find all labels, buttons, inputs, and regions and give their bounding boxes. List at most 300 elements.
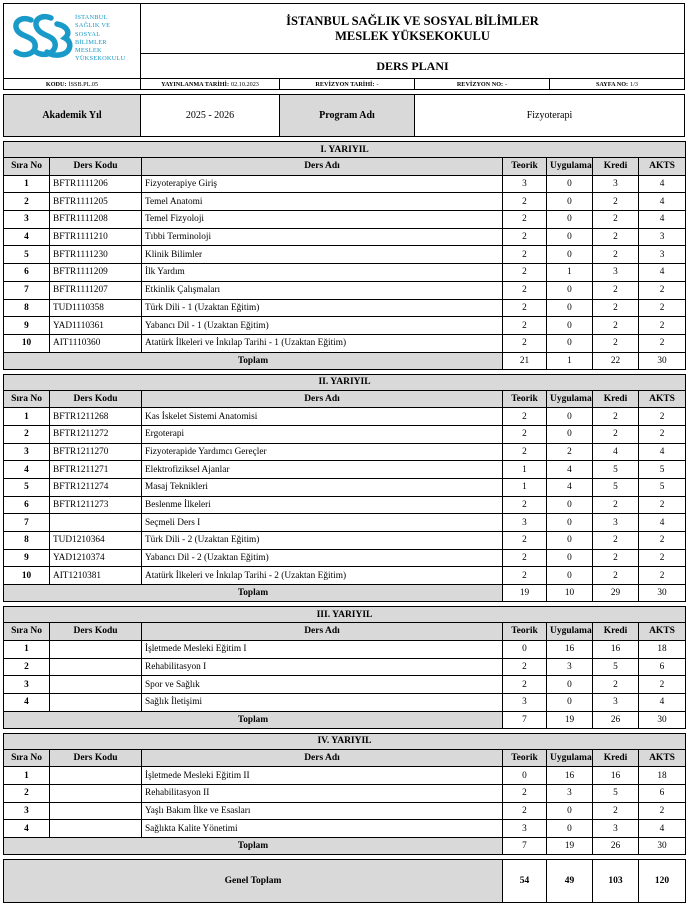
- cell-uygulama: 3: [547, 784, 593, 802]
- cell-sira-no: 4: [4, 461, 50, 479]
- cell-uygulama: 0: [547, 193, 593, 211]
- meta-revision-no: REVİZYON NO: -: [415, 79, 550, 89]
- total-kredi: 22: [593, 352, 639, 369]
- column-header-ders-adi: Ders Adı: [142, 749, 503, 767]
- cell-kredi: 2: [593, 549, 639, 567]
- table-row: [4, 767, 686, 785]
- column-header-sira-no: Sıra No: [4, 390, 50, 408]
- cell-sira-no: 2: [4, 425, 50, 443]
- cell-uygulama: 0: [547, 802, 593, 820]
- cell-uygulama: 0: [547, 514, 593, 532]
- semester-section: [3, 374, 685, 603]
- table-row: [4, 496, 686, 514]
- grand-total-row: [4, 860, 686, 903]
- cell-uygulama: 1: [547, 264, 593, 282]
- cell-uygulama: 0: [547, 549, 593, 567]
- table-row: [4, 408, 686, 426]
- cell-uygulama: 0: [547, 211, 593, 229]
- cell-teorik: 3: [503, 820, 547, 838]
- academic-year-value: 2025 - 2026: [141, 95, 280, 136]
- cell-ders-kodu: TUD1110358: [50, 299, 142, 317]
- cell-sira-no: 7: [4, 514, 50, 532]
- cell-ders-adi: Rehabilitasyon II: [142, 784, 503, 802]
- cell-teorik: 2: [503, 228, 547, 246]
- semester-total-row: [4, 585, 686, 602]
- cell-teorik: 2: [503, 443, 547, 461]
- cell-kredi: 5: [593, 461, 639, 479]
- table-row: [4, 299, 686, 317]
- total-label: Toplam: [4, 585, 503, 602]
- cell-akts: 2: [639, 567, 686, 585]
- cell-kredi: 3: [593, 820, 639, 838]
- cell-ders-kodu: [50, 802, 142, 820]
- cell-sira-no: 6: [4, 496, 50, 514]
- column-header-kredi: Kredi: [593, 158, 639, 176]
- cell-kredi: 3: [593, 264, 639, 282]
- cell-ders-adi: Elektrofiziksel Ajanlar: [142, 461, 503, 479]
- cell-ders-kodu: [50, 693, 142, 711]
- cell-ders-adi: Ergoterapi: [142, 425, 503, 443]
- cell-teorik: 3: [503, 693, 547, 711]
- academic-info-row: [3, 94, 685, 137]
- semester-tables: [3, 141, 685, 855]
- column-header-teorik: Teorik: [503, 390, 547, 408]
- cell-ders-adi: Klinik Bilimler: [142, 246, 503, 264]
- semester-title: II. YARIYIL: [4, 374, 686, 390]
- cell-uygulama: 0: [547, 317, 593, 335]
- column-header-uygulama: Uygulama: [547, 749, 593, 767]
- column-header-sira-no: Sıra No: [4, 623, 50, 641]
- table-row: [4, 658, 686, 676]
- institution-logo-icon: [7, 6, 77, 76]
- cell-ders-kodu: BFTR1111207: [50, 281, 142, 299]
- cell-akts: 4: [639, 693, 686, 711]
- column-header-row: [4, 623, 686, 641]
- total-uygulama: 19: [547, 711, 593, 728]
- grand-total-akts: 120: [639, 860, 686, 903]
- column-header-kredi: Kredi: [593, 390, 639, 408]
- cell-sira-no: 6: [4, 264, 50, 282]
- cell-sira-no: 7: [4, 281, 50, 299]
- grand-total-uygulama: 49: [547, 860, 593, 903]
- semester-total-row: [4, 838, 686, 855]
- column-header-row: [4, 390, 686, 408]
- cell-teorik: 2: [503, 549, 547, 567]
- total-kredi: 29: [593, 585, 639, 602]
- cell-kredi: 3: [593, 175, 639, 193]
- cell-uygulama: 16: [547, 640, 593, 658]
- cell-ders-kodu: [50, 784, 142, 802]
- cell-kredi: 2: [593, 317, 639, 335]
- semester-title-row: [4, 607, 686, 623]
- cell-uygulama: 2: [547, 443, 593, 461]
- cell-sira-no: 1: [4, 408, 50, 426]
- column-header-uygulama: Uygulama: [547, 390, 593, 408]
- cell-uygulama: 0: [547, 567, 593, 585]
- semester-title: I. YARIYIL: [4, 142, 686, 158]
- meta-page-no: SAYFA NO: 1/3: [595, 80, 639, 88]
- cell-teorik: 1: [503, 479, 547, 497]
- total-akts: 30: [639, 585, 686, 602]
- cell-sira-no: 2: [4, 193, 50, 211]
- column-header-akts: AKTS: [639, 623, 686, 641]
- table-row: [4, 246, 686, 264]
- cell-uygulama: 0: [547, 496, 593, 514]
- semester-title: III. YARIYIL: [4, 607, 686, 623]
- column-header-ders-kodu: Ders Kodu: [50, 623, 142, 641]
- document-title: DERS PLANI: [376, 58, 449, 73]
- table-row: [4, 567, 686, 585]
- cell-akts: 2: [639, 317, 686, 335]
- semester-section: [3, 606, 685, 728]
- cell-teorik: 2: [503, 676, 547, 694]
- column-header-uygulama: Uygulama: [547, 158, 593, 176]
- program-name-label: Program Adı: [280, 95, 415, 136]
- cell-ders-kodu: BFTR1111206: [50, 175, 142, 193]
- cell-uygulama: 0: [547, 693, 593, 711]
- logo-text: İSTANBUL SAĞLIK VE SOSYAL BİLİMLER MESLEK YÜKSEKOKULU: [75, 14, 126, 63]
- column-header-sira-no: Sıra No: [4, 749, 50, 767]
- table-row: [4, 784, 686, 802]
- cell-sira-no: 4: [4, 693, 50, 711]
- semester-title-row: [4, 374, 686, 390]
- cell-uygulama: 0: [547, 820, 593, 838]
- semester-section: [3, 141, 685, 370]
- cell-ders-adi: Fizyoterapide Yardımcı Gereçler: [142, 443, 503, 461]
- cell-teorik: 2: [503, 334, 547, 352]
- cell-kredi: 2: [593, 425, 639, 443]
- cell-akts: 2: [639, 281, 686, 299]
- table-row: [4, 443, 686, 461]
- cell-ders-kodu: AIT1110360: [50, 334, 142, 352]
- table-row: [4, 820, 686, 838]
- cell-teorik: 0: [503, 640, 547, 658]
- cell-kredi: 16: [593, 767, 639, 785]
- cell-akts: 4: [639, 820, 686, 838]
- grand-total-kredi: 103: [593, 860, 639, 903]
- column-header-akts: AKTS: [639, 390, 686, 408]
- table-row: [4, 228, 686, 246]
- cell-ders-adi: Sağlıkta Kalite Yönetimi: [142, 820, 503, 838]
- cell-teorik: 2: [503, 211, 547, 229]
- cell-akts: 2: [639, 496, 686, 514]
- cell-ders-kodu: BFTR1211274: [50, 479, 142, 497]
- column-header-ders-kodu: Ders Kodu: [50, 749, 142, 767]
- cell-akts: 2: [639, 334, 686, 352]
- cell-uygulama: 0: [547, 175, 593, 193]
- total-akts: 30: [639, 711, 686, 728]
- cell-ders-adi: Yabancı Dil - 2 (Uzaktan Eğitim): [142, 549, 503, 567]
- cell-akts: 2: [639, 425, 686, 443]
- cell-kredi: 4: [593, 443, 639, 461]
- cell-ders-kodu: AIT1210381: [50, 567, 142, 585]
- cell-ders-kodu: BFTR1111205: [50, 193, 142, 211]
- cell-kredi: 5: [593, 479, 639, 497]
- cell-akts: 2: [639, 299, 686, 317]
- total-uygulama: 10: [547, 585, 593, 602]
- cell-teorik: 2: [503, 246, 547, 264]
- cell-ders-adi: Etkinlik Çalışmaları: [142, 281, 503, 299]
- cell-kredi: 5: [593, 658, 639, 676]
- meta-revision-date: REVİZYON TARİHİ: -: [280, 79, 415, 89]
- cell-sira-no: 9: [4, 317, 50, 335]
- total-label: Toplam: [4, 838, 503, 855]
- cell-teorik: 2: [503, 264, 547, 282]
- logo-cell: [4, 4, 141, 78]
- total-akts: 30: [639, 352, 686, 369]
- cell-teorik: 2: [503, 567, 547, 585]
- table-row: [4, 317, 686, 335]
- cell-ders-kodu: [50, 820, 142, 838]
- cell-ders-adi: Sağlık İletişimi: [142, 693, 503, 711]
- cell-akts: 2: [639, 549, 686, 567]
- cell-teorik: 3: [503, 514, 547, 532]
- cell-sira-no: 2: [4, 658, 50, 676]
- cell-kredi: 2: [593, 228, 639, 246]
- cell-ders-kodu: [50, 676, 142, 694]
- cell-kredi: 2: [593, 281, 639, 299]
- column-header-akts: AKTS: [639, 158, 686, 176]
- column-header-uygulama: Uygulama: [547, 623, 593, 641]
- column-header-sira-no: Sıra No: [4, 158, 50, 176]
- column-header-teorik: Teorik: [503, 623, 547, 641]
- cell-uygulama: 4: [547, 461, 593, 479]
- meta-code: KODU: İSSB.PL.05: [4, 79, 141, 89]
- cell-ders-adi: Beslenme İlkeleri: [142, 496, 503, 514]
- table-row: [4, 193, 686, 211]
- cell-kredi: 2: [593, 496, 639, 514]
- cell-kredi: 3: [593, 693, 639, 711]
- cell-akts: 4: [639, 175, 686, 193]
- column-header-ders-kodu: Ders Kodu: [50, 390, 142, 408]
- cell-sira-no: 3: [4, 443, 50, 461]
- semester-table: [3, 374, 686, 603]
- cell-ders-adi: Temel Anatomi: [142, 193, 503, 211]
- cell-teorik: 2: [503, 299, 547, 317]
- cell-ders-adi: İşletmede Mesleki Eğitim II: [142, 767, 503, 785]
- semester-section: [3, 733, 685, 855]
- cell-akts: 3: [639, 246, 686, 264]
- semester-total-row: [4, 352, 686, 369]
- total-kredi: 26: [593, 838, 639, 855]
- cell-akts: 4: [639, 193, 686, 211]
- table-row: [4, 549, 686, 567]
- cell-ders-adi: Kas İskelet Sistemi Anatomisi: [142, 408, 503, 426]
- cell-kredi: 2: [593, 334, 639, 352]
- cell-ders-kodu: BFTR1211272: [50, 425, 142, 443]
- cell-kredi: 2: [593, 532, 639, 550]
- cell-teorik: 2: [503, 317, 547, 335]
- cell-uygulama: 4: [547, 479, 593, 497]
- cell-sira-no: 8: [4, 299, 50, 317]
- semester-table: [3, 141, 686, 370]
- cell-kredi: 2: [593, 802, 639, 820]
- cell-ders-kodu: BFTR1111230: [50, 246, 142, 264]
- cell-kredi: 2: [593, 299, 639, 317]
- table-row: [4, 211, 686, 229]
- grand-total-table: [3, 859, 686, 903]
- cell-ders-adi: Türk Dili - 1 (Uzaktan Eğitim): [142, 299, 503, 317]
- table-row: [4, 532, 686, 550]
- cell-ders-adi: Rehabilitasyon I: [142, 658, 503, 676]
- cell-uygulama: 0: [547, 334, 593, 352]
- cell-ders-kodu: BFTR1211271: [50, 461, 142, 479]
- cell-sira-no: 3: [4, 802, 50, 820]
- total-kredi: 26: [593, 711, 639, 728]
- table-row: [4, 693, 686, 711]
- cell-ders-adi: Seçmeli Ders I: [142, 514, 503, 532]
- cell-kredi: 5: [593, 784, 639, 802]
- cell-ders-adi: Türk Dili - 2 (Uzaktan Eğitim): [142, 532, 503, 550]
- cell-teorik: 3: [503, 175, 547, 193]
- cell-akts: 2: [639, 676, 686, 694]
- table-row: [4, 264, 686, 282]
- cell-sira-no: 10: [4, 334, 50, 352]
- cell-sira-no: 10: [4, 567, 50, 585]
- cell-sira-no: 9: [4, 549, 50, 567]
- cell-uygulama: 0: [547, 408, 593, 426]
- cell-uygulama: 0: [547, 246, 593, 264]
- cell-ders-kodu: [50, 767, 142, 785]
- cell-ders-adi: Tıbbi Terminoloji: [142, 228, 503, 246]
- total-teorik: 7: [503, 711, 547, 728]
- grand-total-teorik: 54: [503, 860, 547, 903]
- column-header-kredi: Kredi: [593, 623, 639, 641]
- cell-kredi: 2: [593, 676, 639, 694]
- cell-kredi: 16: [593, 640, 639, 658]
- table-row: [4, 461, 686, 479]
- cell-akts: 5: [639, 479, 686, 497]
- semester-table: [3, 606, 686, 728]
- cell-akts: 3: [639, 228, 686, 246]
- cell-ders-adi: İlk Yardım: [142, 264, 503, 282]
- cell-ders-kodu: BFTR1211273: [50, 496, 142, 514]
- cell-sira-no: 2: [4, 784, 50, 802]
- cell-sira-no: 4: [4, 820, 50, 838]
- column-header-ders-adi: Ders Adı: [142, 623, 503, 641]
- cell-akts: 4: [639, 443, 686, 461]
- cell-sira-no: 1: [4, 175, 50, 193]
- table-row: [4, 676, 686, 694]
- program-name-value: Fizyoterapi: [526, 110, 573, 121]
- cell-kredi: 3: [593, 514, 639, 532]
- cell-akts: 4: [639, 211, 686, 229]
- cell-ders-kodu: [50, 514, 142, 532]
- total-label: Toplam: [4, 352, 503, 369]
- cell-akts: 4: [639, 264, 686, 282]
- cell-kredi: 2: [593, 567, 639, 585]
- cell-akts: 2: [639, 408, 686, 426]
- cell-ders-kodu: TUD1210364: [50, 532, 142, 550]
- table-row: [4, 514, 686, 532]
- grand-total-label: Genel Toplam: [4, 860, 503, 903]
- cell-uygulama: 0: [547, 532, 593, 550]
- cell-kredi: 2: [593, 193, 639, 211]
- cell-uygulama: 0: [547, 299, 593, 317]
- institution-name: İSTANBUL SAĞLIK VE SOSYAL BİLİMLER MESLEK YÜKSEKOKULU: [141, 4, 684, 54]
- table-row: [4, 479, 686, 497]
- cell-teorik: 2: [503, 281, 547, 299]
- total-akts: 30: [639, 838, 686, 855]
- column-header-row: [4, 158, 686, 176]
- cell-kredi: 2: [593, 211, 639, 229]
- cell-ders-adi: Yabancı Dil - 1 (Uzaktan Eğitim): [142, 317, 503, 335]
- cell-uygulama: 16: [547, 767, 593, 785]
- cell-akts: 2: [639, 532, 686, 550]
- column-header-akts: AKTS: [639, 749, 686, 767]
- total-uygulama: 19: [547, 838, 593, 855]
- cell-ders-kodu: BFTR1111209: [50, 264, 142, 282]
- total-uygulama: 1: [547, 352, 593, 369]
- semester-title: IV. YARIYIL: [4, 733, 686, 749]
- table-row: [4, 802, 686, 820]
- table-row: [4, 640, 686, 658]
- cell-ders-adi: İşletmede Mesleki Eğitim I: [142, 640, 503, 658]
- column-header-ders-adi: Ders Adı: [142, 390, 503, 408]
- cell-ders-kodu: BFTR1111208: [50, 211, 142, 229]
- column-header-teorik: Teorik: [503, 749, 547, 767]
- cell-sira-no: 5: [4, 246, 50, 264]
- total-teorik: 19: [503, 585, 547, 602]
- table-row: [4, 281, 686, 299]
- total-teorik: 21: [503, 352, 547, 369]
- cell-uygulama: 0: [547, 228, 593, 246]
- cell-akts: 4: [639, 514, 686, 532]
- cell-ders-adi: Yaşlı Bakım İlke ve Esasları: [142, 802, 503, 820]
- semester-table: [3, 733, 686, 855]
- cell-kredi: 2: [593, 408, 639, 426]
- document-meta-bar: [3, 79, 685, 90]
- cell-teorik: 2: [503, 193, 547, 211]
- total-teorik: 7: [503, 838, 547, 855]
- cell-sira-no: 8: [4, 532, 50, 550]
- column-header-teorik: Teorik: [503, 158, 547, 176]
- meta-publish-date: YAYINLANMA TARİHİ: 02.10.2023: [141, 79, 280, 89]
- cell-ders-kodu: [50, 658, 142, 676]
- cell-ders-adi: Fizyoterapiye Giriş: [142, 175, 503, 193]
- cell-kredi: 2: [593, 246, 639, 264]
- cell-sira-no: 5: [4, 479, 50, 497]
- academic-year-label: Akademik Yıl: [4, 95, 141, 136]
- document-header: [3, 3, 685, 79]
- cell-teorik: 2: [503, 658, 547, 676]
- table-row: [4, 425, 686, 443]
- column-header-ders-kodu: Ders Kodu: [50, 158, 142, 176]
- cell-ders-kodu: YAD1110361: [50, 317, 142, 335]
- cell-teorik: 2: [503, 784, 547, 802]
- cell-uygulama: 0: [547, 281, 593, 299]
- cell-teorik: 2: [503, 802, 547, 820]
- cell-teorik: 2: [503, 425, 547, 443]
- semester-title-row: [4, 142, 686, 158]
- cell-ders-adi: Masaj Teknikleri: [142, 479, 503, 497]
- semester-total-row: [4, 711, 686, 728]
- cell-ders-kodu: BFTR1211268: [50, 408, 142, 426]
- cell-ders-kodu: BFTR1211270: [50, 443, 142, 461]
- cell-sira-no: 1: [4, 767, 50, 785]
- cell-akts: 18: [639, 767, 686, 785]
- table-row: [4, 175, 686, 193]
- cell-ders-kodu: BFTR1111210: [50, 228, 142, 246]
- cell-akts: 2: [639, 802, 686, 820]
- cell-teorik: 2: [503, 408, 547, 426]
- cell-sira-no: 3: [4, 211, 50, 229]
- cell-sira-no: 4: [4, 228, 50, 246]
- cell-teorik: 2: [503, 532, 547, 550]
- column-header-kredi: Kredi: [593, 749, 639, 767]
- cell-ders-adi: Atatürk İlkeleri ve İnkılap Tarihi - 1 (Uzaktan Eğitim): [142, 334, 503, 352]
- cell-uygulama: 3: [547, 658, 593, 676]
